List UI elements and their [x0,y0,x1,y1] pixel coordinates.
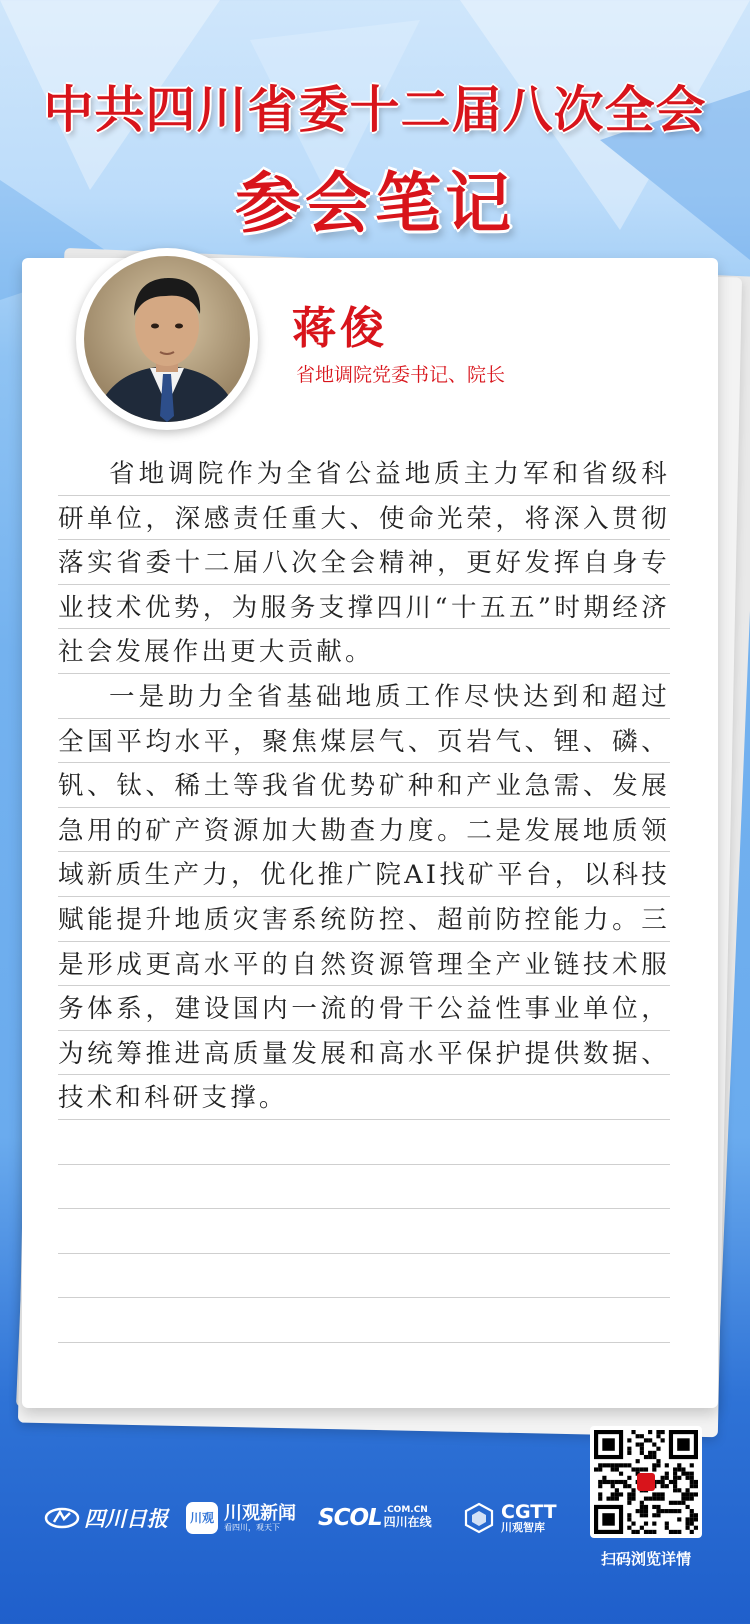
chuanguan-news-logo [186,1488,296,1548]
chuanguan-slogan: 看四川，观天下 [224,1522,280,1532]
article-body [58,452,670,1121]
chuanguan-badge: 川观 [186,1502,218,1534]
qr-code[interactable] [590,1426,702,1538]
ruled-line [58,1164,670,1165]
paragraph-1: 省地调院作为全省公益地质主力军和省级科研单位，深感责任重大、使命光荣，将深入贯彻落实省委十二届八次全会精神，更好发挥自身专业技术优势，为服务支撑四川“十五五”时期经济社会发展作出更大贡献。 [58,459,670,668]
cgtt-logo [462,1488,557,1548]
cgtt-label: CGTT [501,1500,557,1523]
page-title-line2: 参会笔记 [235,164,515,242]
ruled-line [58,1253,670,1254]
qr-caption: 扫码浏览详情 [600,1550,691,1568]
scol-cn-label: 四川在线 [383,1515,432,1530]
avatar [76,248,258,430]
sichuan-daily-icon [44,1507,80,1529]
ruled-line [58,1208,670,1209]
scol-domain: .COM.CN [383,1505,428,1516]
sichuan-daily-label: 四川日报 [84,1506,168,1531]
page-title-line1: 中共四川省委十二届八次全会 [43,81,707,139]
sichuan-daily-logo [44,1488,168,1548]
qr-code-image [590,1426,702,1538]
cgtt-cube-icon [462,1501,496,1535]
ruled-line [58,1297,670,1298]
chuanguan-news-label: 川观新闻 [224,1502,296,1524]
portrait-photo [84,256,250,422]
scol-logo [318,1488,432,1548]
person-name: 蒋俊 [292,303,388,354]
cgtt-cn-label: 川观智库 [501,1521,545,1535]
person-position: 省地调院党委书记、院长 [296,364,506,386]
footer-logos [0,1488,580,1548]
scol-label: SCOL [318,1505,382,1531]
ruled-line [58,1342,670,1343]
paragraph-2: 一是助力全省基础地质工作尽快达到和超过全国平均水平，聚焦煤层气、页岩气、锂、磷、钒、钛、稀土等我省优势矿种和产业急需、发展急用的矿产资源加大勘查力度。二是发展地质领域新质生产力，优化推广院AI找矿平台，以科技赋能提升地质灾害系统防控、超前防控能力。三是形成更高水平的自然资源管理全产业链技术服务体系，建设国内一流的骨干公益性事业单位，为统筹推进高质量发展和高水平保护提供数据、技术和科研支撑。 [58,681,670,1114]
